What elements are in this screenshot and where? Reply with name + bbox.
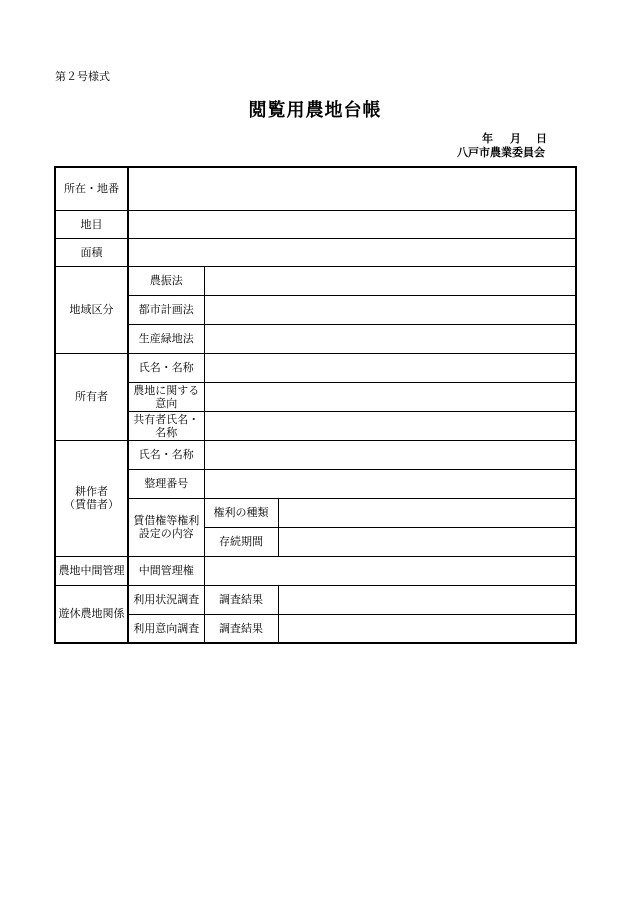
label-owner-intention-line1: 農地に関する — [133, 383, 200, 397]
value-survey-result-1[interactable] — [278, 585, 576, 614]
value-land-category[interactable] — [128, 210, 576, 238]
label-survey-result-1: 調査結果 — [204, 585, 278, 614]
label-co-owner-line1: 共有者氏名・ — [133, 412, 200, 426]
table-row — [55, 440, 576, 469]
table-row — [55, 556, 576, 585]
label-idle-farmland: 遊休農地関係 — [55, 585, 128, 643]
table-row — [55, 210, 576, 238]
table-row — [55, 382, 576, 411]
label-usage-survey: 利用状況調査 — [128, 585, 204, 614]
label-location: 所在・地番 — [55, 167, 128, 210]
value-green-zone-law[interactable] — [204, 324, 576, 353]
label-duration: 存続期間 — [204, 527, 278, 556]
label-zoning: 地域区分 — [55, 266, 128, 353]
value-owner-name[interactable] — [204, 353, 576, 382]
value-survey-result-2[interactable] — [278, 614, 576, 643]
table-row — [55, 295, 576, 324]
table-row — [55, 324, 576, 353]
form-number: 第２号様式 — [55, 70, 110, 83]
label-city-planning-law: 都市計画法 — [128, 295, 204, 324]
label-cultivator-line1: 耕作者 — [75, 485, 108, 498]
label-owner-intention — [128, 382, 204, 411]
label-lease-content — [128, 498, 204, 556]
label-lease-line2: 設定の内容 — [138, 527, 194, 540]
label-owner-name: 氏名・名称 — [128, 353, 204, 382]
label-green-zone-law: 生産緑地法 — [128, 324, 204, 353]
label-cultivator — [55, 440, 128, 556]
table-row — [55, 266, 576, 295]
value-area[interactable] — [128, 238, 576, 266]
table-row — [55, 353, 576, 382]
date-day: 日 — [536, 132, 547, 145]
label-intent-survey: 利用意向調査 — [128, 614, 204, 643]
table-row — [55, 585, 576, 614]
value-duration[interactable] — [278, 527, 576, 556]
label-co-owner-line2: 名称 — [155, 425, 178, 439]
value-city-planning-law[interactable] — [204, 295, 576, 324]
value-cultivator-name[interactable] — [204, 440, 576, 469]
label-agri-promotion-law: 農振法 — [128, 266, 204, 295]
label-co-owner — [128, 411, 204, 440]
value-co-owner[interactable] — [204, 411, 576, 440]
value-reg-number[interactable] — [204, 469, 576, 498]
table-row — [55, 167, 576, 210]
table-row — [55, 411, 576, 440]
label-reg-number: 整理番号 — [128, 469, 204, 498]
label-land-category: 地目 — [55, 210, 128, 238]
value-agri-promotion-law[interactable] — [204, 266, 576, 295]
label-cultivator-name: 氏名・名称 — [128, 440, 204, 469]
label-cultivator-line2: （賃借者） — [64, 498, 119, 511]
table-row — [55, 614, 576, 643]
table-row — [55, 498, 576, 527]
date-year: 年 — [482, 132, 493, 145]
page-title: 閲覧用農地台帳 — [248, 100, 382, 121]
date-month: 月 — [510, 132, 521, 145]
label-lease-line1: 賃借権等権利 — [133, 514, 200, 527]
value-owner-intention[interactable] — [204, 382, 576, 411]
label-intermediate-right: 中間管理権 — [128, 556, 204, 585]
farmland-ledger-table — [54, 166, 577, 644]
table-row — [55, 238, 576, 266]
table-row — [55, 469, 576, 498]
value-right-type[interactable] — [278, 498, 576, 527]
label-owner-intention-line2: 意向 — [155, 396, 178, 410]
label-survey-result-2: 調査結果 — [204, 614, 278, 643]
label-owner: 所有者 — [55, 353, 128, 440]
value-location[interactable] — [128, 167, 576, 210]
label-intermediate: 農地中間管理 — [55, 556, 128, 585]
label-right-type: 権利の種類 — [204, 498, 278, 527]
label-area: 面積 — [55, 238, 128, 266]
value-intermediate-right[interactable] — [204, 556, 576, 585]
organization-name: 八戸市農業委員会 — [457, 146, 545, 159]
